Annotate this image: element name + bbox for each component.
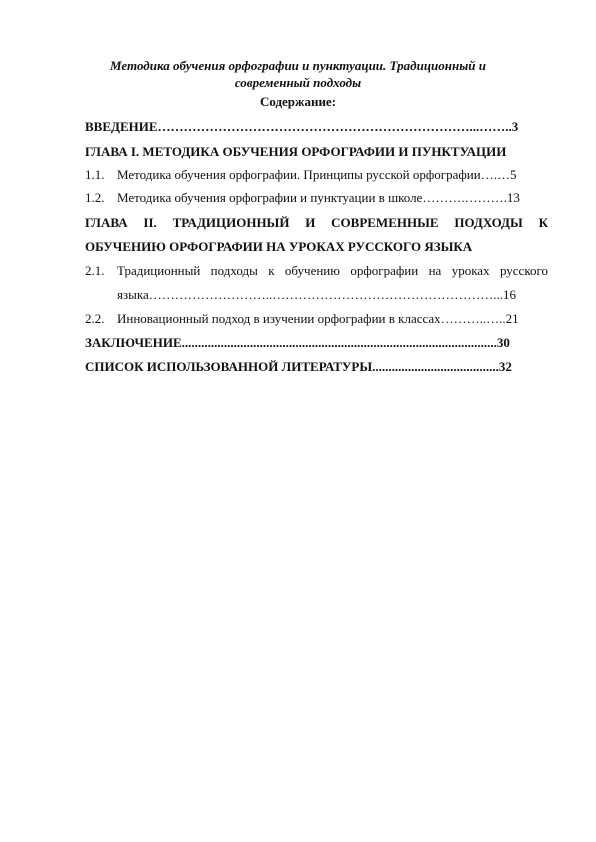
section-title: Методика обучения орфографии. Принципы русской орфографии….…5	[117, 167, 517, 182]
toc-entry-chapter-1: ГЛАВА I. МЕТОДИКА ОБУЧЕНИЯ ОРФОГРАФИИ И ПУНКТУАЦИИ	[85, 144, 507, 159]
section-title: Инновационный подход в изучении орфографии в классах………..…..21	[117, 311, 519, 326]
section-number: 1.1.	[85, 167, 105, 182]
toc-entry-section-2-2	[85, 311, 548, 327]
toc-entry-section-2-1	[85, 263, 548, 279]
section-number: 1.2.	[85, 190, 105, 205]
toc-entry-section-2-1-continued: языка………………………..……………………………………………...16	[117, 287, 516, 302]
toc-entry-section-1-1	[85, 167, 548, 183]
section-title: Методика обучения орфографии и пунктуации в школе……….……….13	[117, 190, 520, 205]
toc-entry-conclusion: ЗАКЛЮЧЕНИЕ.................................................................................................30	[85, 335, 510, 350]
toc-entry-introduction: ВВЕДЕНИЕ………………………………………………………………...……..3	[85, 119, 519, 134]
toc-entry-chapter-2-line-2: ОБУЧЕНИЮ ОРФОГРАФИИ НА УРОКАХ РУССКОГО ЯЗЫКА	[85, 239, 473, 254]
contents-heading: Содержание:	[259, 94, 337, 109]
section-number: 2.1.	[85, 263, 105, 278]
section-number: 2.2.	[85, 311, 105, 326]
document-title: Методика обучения орфографии и пунктуации. Традиционный и современный подходы	[110, 58, 486, 90]
section-title: Традиционный подходы к обучению орфографии на уроках русского	[117, 263, 548, 278]
toc-entry-chapter-2-line-1: ГЛАВА II. ТРАДИЦИОННЫЙ И СОВРЕМЕННЫЕ ПОДХОДЫ К	[85, 215, 548, 230]
toc-entry-section-1-2	[85, 190, 548, 206]
toc-entry-bibliography: СПИСОК ИСПОЛЬЗОВАННОЙ ЛИТЕРАТУРЫ.......................................32	[85, 359, 512, 374]
